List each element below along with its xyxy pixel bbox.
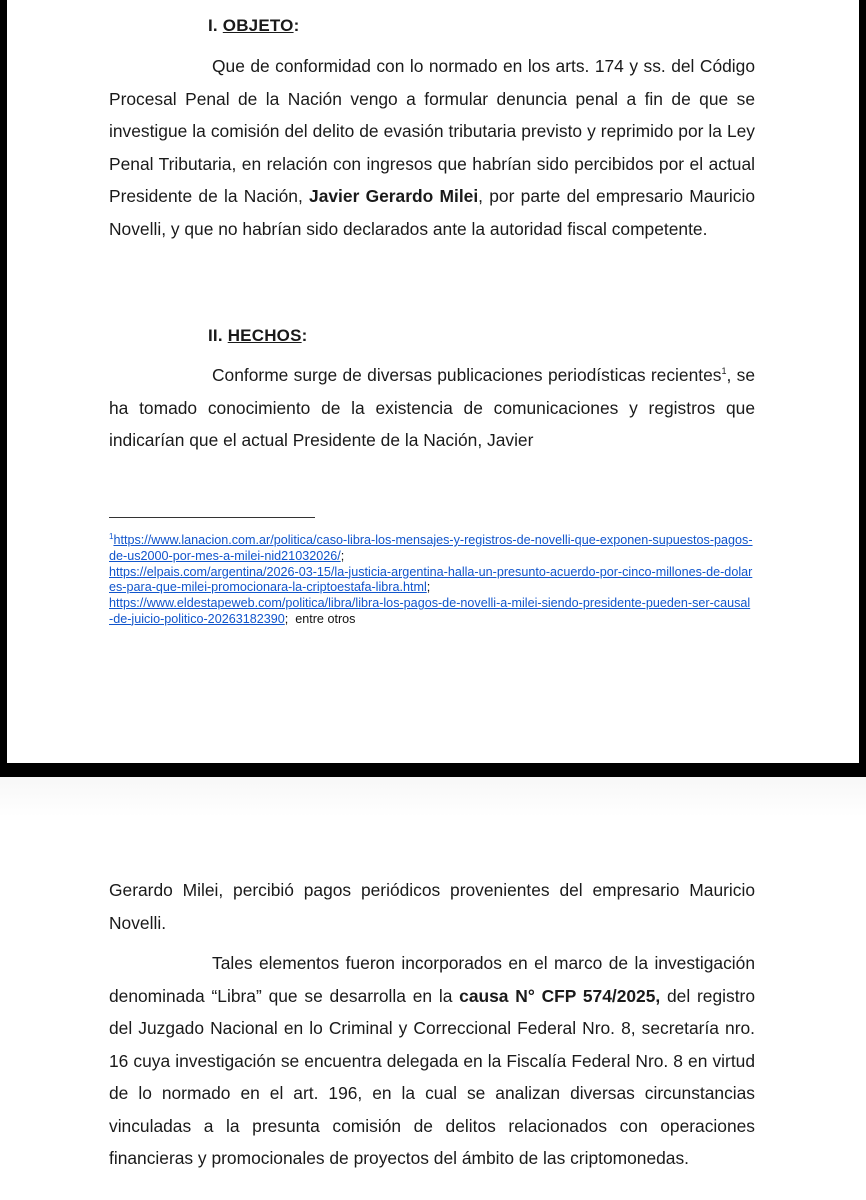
footnote: $^1$https://www.lanacion.com.ar/politica/caso-libra-los-mensajes-y-registros-de-novelli-que-exponen-supuestos-pagos-de-us2000-por-mes-a-milei-nid21032026/; https://elpais.com/argentina/2026-03-15/la-justicia-argentina-halla-un-presunto-acuerdo-por-cinco-millones-de-dolares-para-que-milei-promocionara-la-criptoestafa-libra.html; https://www.eldestapeweb.com/politica/libra/libra-los-pagos-de-novelli-a-milei-siendo-presidente-pueden-ser-causal-de-juicio-politico-20263182390; entre otros	[109, 532, 753, 626]
hechos-paragraph	[109, 359, 755, 457]
section-title: HECHOS	[227, 326, 302, 345]
section-number: I.	[208, 16, 223, 35]
section-title: OBJETO	[222, 16, 294, 35]
section-heading-hechos	[208, 326, 308, 346]
case-number: causa N° CFP 574/2025,	[459, 985, 661, 1006]
objeto-paragraph	[109, 50, 755, 245]
footnote-marker: 1	[109, 532, 114, 541]
footnote-link-eldestape[interactable]: https://www.eldestapeweb.com/politica/libra/libra-los-pagos-de-novelli-a-milei-siendo-presidente-pueden-ser-causal-de-juicio-politico-20263182390	[109, 596, 751, 626]
continuation-text: Gerardo Milei, percibió pagos periódicos provenientes del empresario Mauricio Novelli.	[109, 880, 755, 933]
footnote-link-lanacion[interactable]: https://www.lanacion.com.ar/politica/caso-libra-los-mensajes-y-registros-de-novelli-que-exponen-supuestos-pagos-de-us2000-por-mes-a-milei-nid21032026/	[109, 533, 753, 563]
section-heading-objeto	[208, 16, 299, 36]
footnote-reference[interactable]: 1	[721, 366, 727, 377]
libra-paragraph	[109, 947, 755, 1175]
document-page-1	[7, 0, 859, 763]
document-page-2	[0, 777, 866, 1200]
footnote-tail: entre otros	[295, 611, 356, 626]
hechos-text-start: Conforme surge de diversas publicaciones periodísticas recientes	[212, 365, 722, 385]
hechos-text-end: , se ha tomado conocimiento de la existencia de comunicaciones y registros que indicarían que el actual Presidente de la Nación, Javier	[109, 365, 755, 450]
section-colon: :	[293, 16, 300, 35]
objeto-text-end: , por parte del empresario Mauricio Novelli, y que no habrían sido declarados ante la autoridad fiscal competente.	[109, 186, 755, 239]
libra-text-end: del registro del Juzgado Nacional en lo Criminal y Correccional Federal Nro. 8, secretaría nro. 16 cuya investigación se encuentra delegada en la Fiscalía Federal Nro. 8 en virtud de lo normado en el art. 196, en la cual se analizan diversas circunstancias vinculadas a la presunta comisión de delitos relacionados con operaciones financieras y promocionales de proyectos del ámbito de las criptomonedas.	[109, 985, 756, 1168]
continuation-paragraph	[109, 874, 755, 939]
section-number: II.	[208, 326, 228, 345]
libra-text-start: Tales elementos fueron incorporados en el marco de la investigación denominada “Libra” que se desarrolla en la	[109, 953, 755, 1006]
accused-name: Javier Gerardo Milei	[309, 186, 479, 206]
footnote-link-elpais[interactable]: https://elpais.com/argentina/2026-03-15/la-justicia-argentina-halla-un-presunto-acuerdo-por-cinco-millones-de-dolares-para-que-milei-promocionara-la-criptoestafa-libra.html	[109, 564, 753, 595]
objeto-text-start: Que de conformidad con lo normado en los arts. 174 y ss. del Código Procesal Penal de la Nación vengo a formular denuncia penal a fin de que se investigue la comisión del delito de evasión tributaria previsto y reprimido por la Ley Penal Tributaria, en relación con ingresos que habrían sido percibidos por el actual Presidente de la Nación,	[109, 56, 755, 206]
section-colon: :	[301, 326, 308, 345]
footnote-divider	[109, 517, 315, 518]
